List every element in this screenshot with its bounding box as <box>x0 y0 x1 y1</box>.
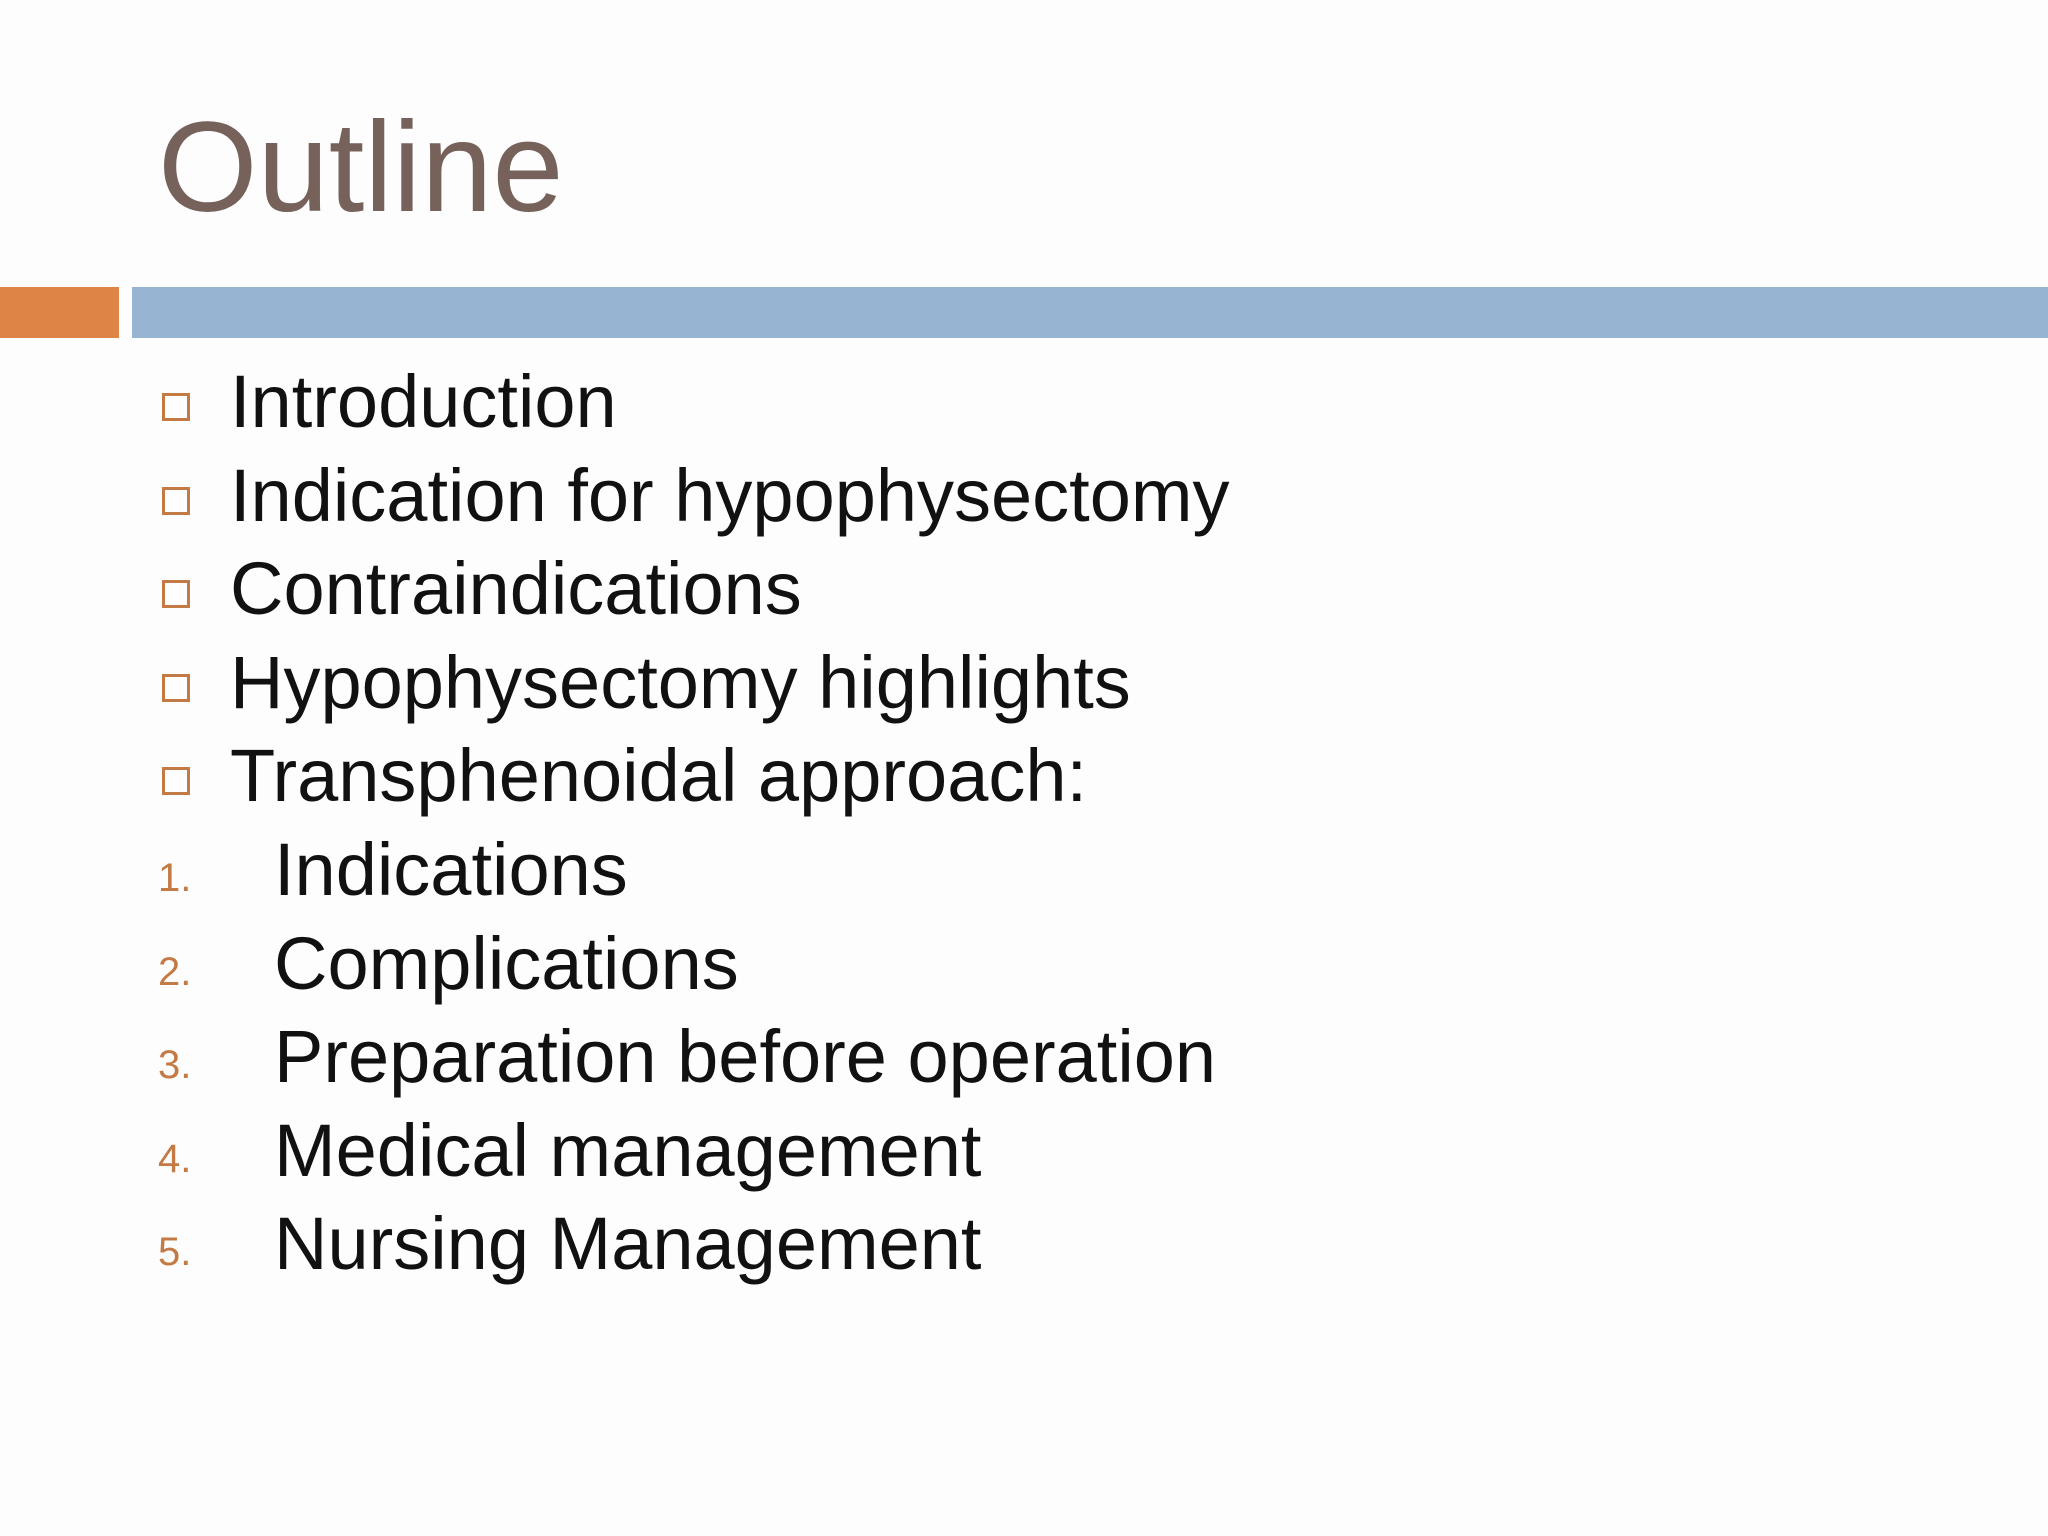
numbered-item <box>0 1197 2048 1291</box>
numbered-item <box>0 917 2048 1011</box>
list-item <box>0 449 2048 543</box>
item-number: 4. <box>158 1136 192 1181</box>
list-item-text: Contraindications <box>230 547 802 631</box>
square-bullet-icon <box>162 393 190 421</box>
numbered-item-text: Medical management <box>274 1108 982 1192</box>
list-item-text: Introduction <box>230 360 617 443</box>
square-bullet-icon <box>162 674 190 702</box>
numbered-item-text: Preparation before operation <box>274 1015 1217 1099</box>
list-item <box>0 729 2048 823</box>
numbered-item-text: Nursing Management <box>274 1202 982 1286</box>
item-number: 5. <box>158 1230 192 1275</box>
list-item <box>0 636 2048 730</box>
list-item-text: Indication for hypophysectomy <box>230 453 1230 537</box>
list-item <box>0 542 2048 636</box>
item-number: 3. <box>158 1043 192 1088</box>
numbered-item-text: Indications <box>274 827 628 911</box>
square-bullet-icon <box>162 767 190 795</box>
title-rule-bar <box>132 287 2048 338</box>
outline-list <box>0 355 2048 1291</box>
square-bullet-icon <box>162 580 190 608</box>
list-item <box>0 355 2048 449</box>
numbered-item <box>0 823 2048 917</box>
list-item-text: Hypophysectomy highlights <box>230 640 1131 724</box>
slide-title: Outline <box>158 96 564 239</box>
item-number: 2. <box>158 949 192 994</box>
numbered-item-text: Complications <box>274 921 739 1005</box>
item-number: 1. <box>158 855 192 900</box>
list-item-text: Transphenoidal approach: <box>230 734 1088 818</box>
numbered-item <box>0 1010 2048 1104</box>
square-bullet-icon <box>162 487 190 515</box>
numbered-item <box>0 1104 2048 1198</box>
accent-bar <box>0 287 119 338</box>
